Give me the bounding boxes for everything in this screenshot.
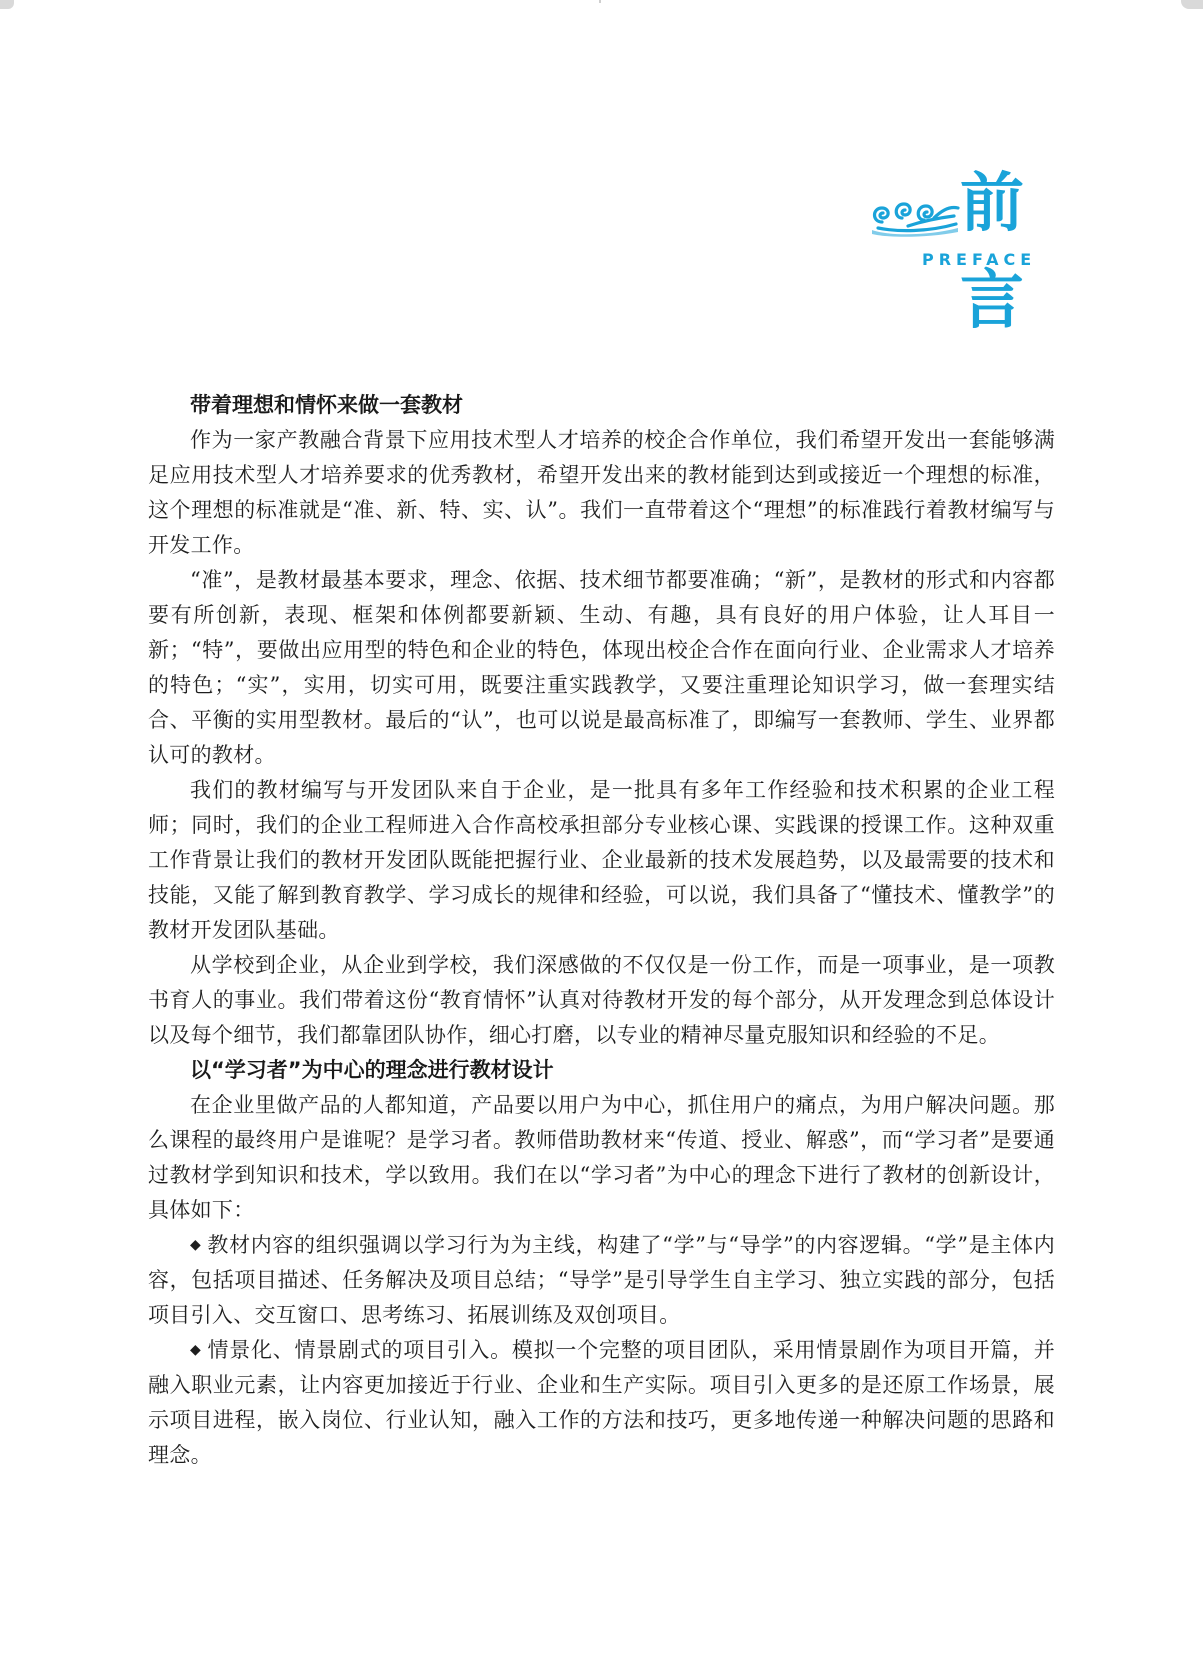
- paragraph: 在企业里做产品的人都知道，产品要以用户为中心，抓住用户的痛点，为用户解决问题。那么课程的最终用户是谁呢？是学习者。教师借助教材来“传道、授业、解惑”，而“学习者”是要通过教材学到知识和技术，学以致用。我们在以“学习者”为中心的理念下进行了教材的创新设计，具体如下：: [148, 1093, 1055, 1222]
- bullet-text: 教材内容的组织强调以学习行为为主线，构建了“学”与“导学”的内容逻辑。“学”是主体内容，包括项目描述、任务解决及项目总结；“导学”是引导学生自主学习、独立实践的部分，包括项目引入、交互窗口、思考练习、拓展训练及双创项目。: [148, 1233, 1055, 1327]
- section-heading: 带着理想和情怀来做一套教材: [190, 393, 463, 417]
- paragraph: 我们的教材编写与开发团队来自于企业，是一批具有多年工作经验和技术积累的企业工程师；同时，我们的企业工程师进入合作高校承担部分专业核心课、实践课的授课工作。这种双重工作背景让我们的教材开发团队既能把握行业、企业最新的技术发展趋势，以及最需要的技术和技能，又能了解到教育教学、学习成长的规律和经验，可以说，我们具备了“懂技术、懂教学”的教材开发团队基础。: [148, 778, 1055, 942]
- bullet-item: [148, 1228, 1055, 1333]
- title-char-yan: 言: [960, 263, 1024, 338]
- page-corner-mark-right: [1181, 0, 1203, 9]
- title-en-preface: PREFACE: [922, 250, 1037, 269]
- preface-body: [148, 388, 1055, 1473]
- diamond-bullet-icon: ◆: [190, 1237, 202, 1253]
- page-center-mark: [599, 0, 601, 3]
- page-corner-mark-left: [0, 0, 14, 9]
- auspicious-cloud-icon: [868, 188, 960, 238]
- bullet-item: [148, 1333, 1055, 1473]
- paragraph: 作为一家产教融合背景下应用技术型人才培养的校企合作单位，我们希望开发出一套能够满足应用技术型人才培养要求的优秀教材，希望开发出来的教材能到达到或接近一个理想的标准，这个理想的标准就是“准、新、特、实、认”。我们一直带着这个“理想”的标准践行着教材编写与开发工作。: [148, 428, 1055, 557]
- title-char-qian: 前: [960, 166, 1024, 241]
- preface-title-block: [868, 168, 1068, 338]
- paragraph: 从学校到企业，从企业到学校，我们深感做的不仅仅是一份工作，而是一项事业，是一项教书育人的事业。我们带着这份“教育情怀”认真对待教材开发的每个部分，从开发理念到总体设计以及每个细节，我们都靠团队协作，细心打磨，以专业的精神尽量克服知识和经验的不足。: [148, 953, 1055, 1047]
- bullet-text: 情景化、情景剧式的项目引入。模拟一个完整的项目团队，采用情景剧作为项目开篇，并融入职业元素，让内容更加接近于行业、企业和生产实际。项目引入更多的是还原工作场景，展示项目进程，嵌入岗位、行业认知，融入工作的方法和技巧，更多地传递一种解决问题的思路和理念。: [148, 1338, 1055, 1467]
- paragraph: “准”，是教材最基本要求，理念、依据、技术细节都要准确；“新”，是教材的形式和内容都要有所创新，表现、框架和体例都要新颖、生动、有趣，具有良好的用户体验，让人耳目一新；“特”，要做出应用型的特色和企业的特色，体现出校企合作在面向行业、企业需求人才培养的特色；“实”，实用，切实可用，既要注重实践教学，又要注重理论知识学习，做一套理实结合、平衡的实用型教材。最后的“认”，也可以说是最高标准了，即编写一套教师、学生、业界都认可的教材。: [148, 568, 1055, 767]
- section-heading: 以“学习者”为中心的理念进行教材设计: [190, 1058, 554, 1082]
- diamond-bullet-icon: ◆: [190, 1342, 202, 1358]
